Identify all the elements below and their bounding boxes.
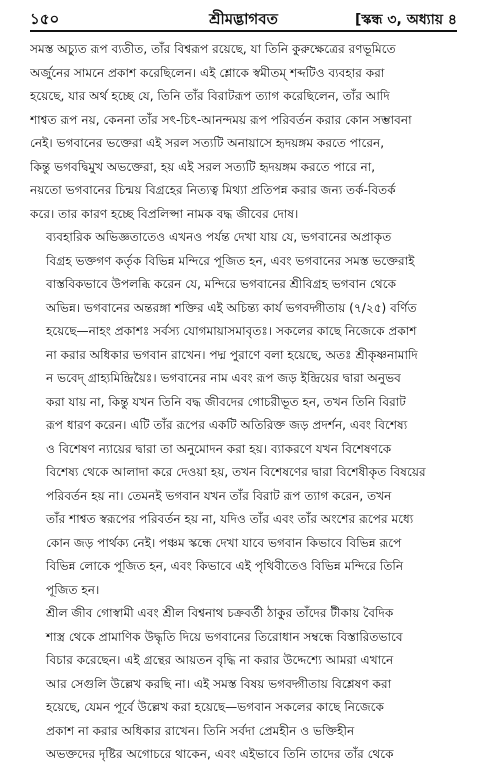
text-line: বাস্তবিকভাবে উপলব্ধি করেন যে, মন্দিরে ভগবানের শ্রীবিগ্রহ ভগবান থেকে bbox=[46, 277, 397, 291]
text-line: কিন্তু ভগবদ্বিমুখ অভক্তেরা, হয় এই সরল সত্যটি হৃদয়ঙ্গম করতে পারে না, bbox=[30, 159, 376, 174]
text-line: বিচার করেছেন। এই গ্রন্থের আয়তন বৃদ্ধি না করার উদ্দেশ্যে আমরা এখানে bbox=[46, 653, 394, 667]
text-line: হয়েছে, যার অর্থ হচ্ছে যে, তিনি তাঁর বিরাটরূপ ত্যাগ করেছিলেন, তাঁর আদি bbox=[30, 89, 390, 103]
text-line: প্রকাশ না করার অধিকার রাখেন। তিনি সর্বদা প্রেমহীন ও ভক্তিহীন bbox=[46, 723, 355, 738]
paragraph bbox=[30, 602, 457, 767]
paragraph bbox=[30, 226, 457, 602]
text-line: ন ভবেদ্ গ্রাহ্যমিন্দ্রিয়ৈঃ। ভগবানের নাম এবং রূপ জড় ইন্দ্রিয়ের দ্বারা অনুভব bbox=[46, 371, 401, 385]
paragraph bbox=[30, 38, 457, 226]
text-line: করে। তার কারণ হচ্ছে বিপ্রলিপ্সা নামক বদ্ধ জীবের দোষ। bbox=[30, 206, 299, 221]
text-line: করা যায় না, কিন্তু যখন তিনি বদ্ধ জীবদের গোচরীভূত হন, তখন তিনি বিরাট bbox=[46, 394, 406, 409]
text-line: পরিবর্তন হয় না। তেমনই ভগবান যখন তাঁর বিরাট রূপ ত্যাগ করেন, তখন bbox=[46, 488, 392, 503]
text-line: নয়তো ভগবানের চিন্ময় বিগ্রহের নিত্যত্ব মিথ্যা প্রতিপন্ন করার জন্য তর্ক-বিতর্ক bbox=[30, 183, 396, 197]
text-line: সমস্ত অচ্যুত রূপ ব্যতীত, তাঁর বিশ্বরূপ রয়েছে, যা তিনি কুরুক্ষেত্রের রণভূমিতে bbox=[30, 42, 396, 56]
text-line: অভিন্ন। ভগবানের অন্তরঙ্গা শক্তির এই অচিন্ত্য কার্য ভগবদ্গীতায় (৭/২৫) বর্ণিত bbox=[46, 300, 417, 315]
text-line: বিভিন্ন লোকে পূজিত হন, এবং কিভাবে এই পৃথিবীতেও বিভিন্ন মন্দিরে তিনি bbox=[46, 559, 404, 573]
text-line: বিশেষ্য থেকে আলাদা করে দেওয়া হয়, তখন বিশেষণের দ্বারা বিশেষীকৃত বিষয়ের bbox=[46, 465, 426, 479]
body-text bbox=[30, 38, 457, 767]
text-line: ও বিশেষণ ন্যায়ের দ্বারা তা অনুমোদন করা হয়। ব্যাকরণে যখন বিশেষণকে bbox=[46, 441, 392, 456]
text-line: অর্জুনের সামনে প্রকাশ করেছিলেন। এই শ্লোকে স্বমীতম্ শব্দটিও ব্যবহার করা bbox=[30, 65, 385, 80]
text-line: তাঁর শাশ্বত স্বরূপের পরিবর্তন হয় না, যদিও তাঁর এবং তাঁর অংশের রূপের মধ্যে bbox=[46, 512, 414, 526]
text-line: শ্রীল জীব গোস্বামী এবং শ্রীল বিশ্বনাথ চক্রবর্তী ঠাকুর তাঁদের টীকায় বৈদিক bbox=[46, 606, 394, 620]
text-line: শাস্ত্র থেকে প্রামাণিক উদ্ধৃতি দিয়ে ভগবানের তিরোধান সম্বন্ধে বিস্তারিতভাবে bbox=[46, 629, 403, 644]
book-title: শ্রীমদ্ভাগবত bbox=[209, 10, 278, 28]
text-line: হয়েছে, যেমন পূর্বে উল্লেখ করা হয়েছে—ভগবান সকলের কাছে নিজেকে bbox=[46, 700, 384, 714]
page-number: ১৫০ bbox=[30, 10, 60, 28]
text-line: না করার অধিকার ভগবান রাখেন। পদ্ম পুরাণে বলা হয়েছে, অতঃ শ্রীকৃষ্ণনামাদি bbox=[46, 347, 418, 362]
text-line: অভক্তদের দৃষ্টির অগোচরে থাকেন, এবং এইভাবে তিনি তাদের তাঁর থেকে bbox=[46, 747, 394, 761]
text-line: হয়েছে—নাহং প্রকাশঃ সর্বস্য যোগমায়াসমাবৃতঃ। সকলের কাছে নিজেকে প্রকাশ bbox=[46, 324, 417, 338]
text-line: নেই। ভগবানের ভক্তেরা এই সরল সত্যটি অনায়াসে হৃদয়ঙ্গম করতে পারেন, bbox=[30, 136, 385, 150]
text-line: বিগ্রহ ভক্তগণ কর্তৃক বিভিন্ন মন্দিরে পূজিত হন, এবং ভগবানের সমস্ত ভক্তেরাই bbox=[46, 253, 415, 268]
text-line: কোন জড় পার্থক্য নেই। পঞ্চম স্কন্ধে দেখা যাবে ভগবান কিভাবে বিভিন্ন রূপে bbox=[46, 535, 402, 550]
text-line: রূপ ধারণ করেন। এটি তাঁর রূপের একটি অতিরিক্ত জড় প্রদর্শন, এবং বিশেষ্য bbox=[46, 418, 408, 432]
page-header bbox=[0, 0, 487, 34]
text-line: পূজিত হন। bbox=[46, 582, 100, 597]
section-reference: [স্কন্ধ ৩, অধ্যায় ৪ bbox=[354, 12, 457, 28]
text-line: ব্যবহারিক অভিজ্ঞতাতেও এখনও পর্যন্ত দেখা যায় যে, ভগবানের অপ্রাকৃত bbox=[46, 230, 392, 244]
header-rule bbox=[30, 30, 457, 32]
text-line: শাশ্বত রূপ নয়, কেননা তাঁর সৎ-চিৎ-আনন্দময় রূপ পরিবর্তন করার কোন সম্ভাবনা bbox=[30, 112, 412, 127]
text-line: আর সেগুলি উল্লেখ করছি না। এই সমস্ত বিষয় ভগবদ্গীতায় বিশ্লেষণ করা bbox=[46, 676, 392, 691]
